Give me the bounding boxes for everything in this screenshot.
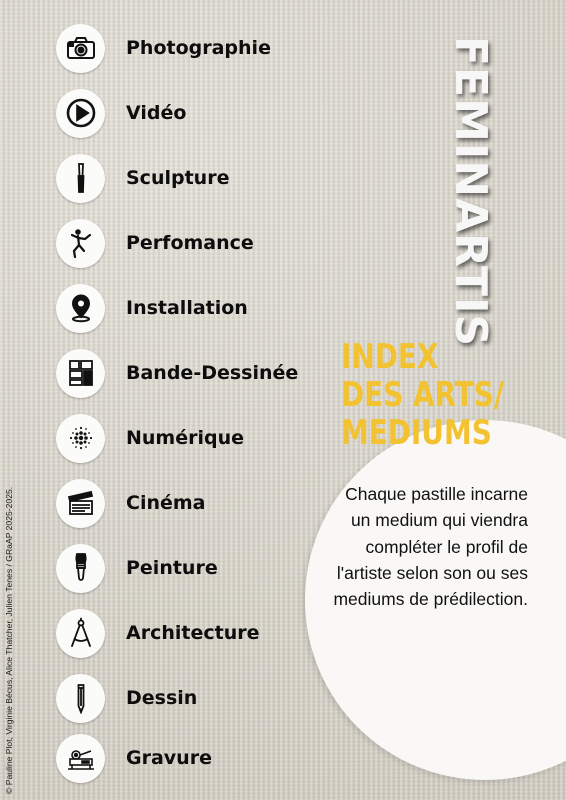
pastille-video — [56, 89, 105, 138]
pastille-architecture — [56, 609, 105, 658]
index-title-line: DES ARTS/ — [341, 375, 505, 415]
pastille-dessin — [56, 674, 105, 723]
compass-icon — [65, 617, 97, 649]
medium-label: Dessin — [126, 687, 198, 709]
medium-item-dessin — [56, 673, 356, 723]
medium-label: Gravure — [126, 747, 212, 769]
camera-icon — [65, 32, 97, 64]
medium-label: Cinéma — [126, 492, 206, 514]
medium-item-sculpture — [56, 153, 356, 203]
pastille-installation — [56, 284, 105, 333]
map-pin-icon — [65, 292, 97, 324]
index-title — [341, 338, 521, 452]
medium-item-video — [56, 88, 356, 138]
comic-panels-icon — [65, 357, 97, 389]
pastille-photographie — [56, 24, 105, 73]
printing-press-icon — [65, 742, 97, 774]
medium-item-bande-dessinee — [56, 348, 356, 398]
index-description: Chaque pastille incarne un medium qui viendra compléter le profil de l'artiste selon son ou ses mediums de prédilection. — [333, 484, 528, 610]
pastille-peinture — [56, 544, 105, 593]
play-icon — [65, 97, 97, 129]
medium-label: Peinture — [126, 557, 218, 579]
medium-item-perfomance — [56, 218, 356, 268]
halftone-icon — [65, 422, 97, 454]
credit-line: © Pauline Plot, Virginie Bécus, Alice Thatcher, Julien Tenes / GRaAP 2025-2025. — [4, 486, 14, 794]
medium-item-numerique — [56, 413, 356, 463]
medium-label: Architecture — [126, 622, 260, 644]
clapperboard-icon — [65, 487, 97, 519]
pencil-icon — [65, 682, 97, 714]
paintbrush-icon — [65, 552, 97, 584]
pastille-cinema — [56, 479, 105, 528]
pastille-numerique — [56, 414, 105, 463]
brand-name: FEMINARTIS — [445, 36, 496, 348]
medium-label: Photographie — [126, 37, 271, 59]
medium-item-cinema — [56, 478, 356, 528]
dancer-icon — [65, 227, 97, 259]
pastille-sculpture — [56, 154, 105, 203]
pastille-perfomance — [56, 219, 105, 268]
index-title-line: INDEX — [341, 337, 439, 377]
medium-label: Vidéo — [126, 102, 187, 124]
medium-item-photographie — [56, 23, 356, 73]
chisel-icon — [65, 162, 97, 194]
pastille-bande-dessinee — [56, 349, 105, 398]
medium-label: Numérique — [126, 427, 245, 449]
brand-logo — [440, 36, 500, 348]
medium-label: Installation — [126, 297, 248, 319]
medium-label: Perfomance — [126, 232, 254, 254]
medium-item-gravure — [56, 733, 356, 783]
medium-label: Bande-Dessinée — [126, 362, 299, 384]
medium-item-installation — [56, 283, 356, 333]
pastille-gravure — [56, 734, 105, 783]
index-title-line: MEDIUMS — [341, 413, 492, 453]
medium-label: Sculpture — [126, 167, 230, 189]
